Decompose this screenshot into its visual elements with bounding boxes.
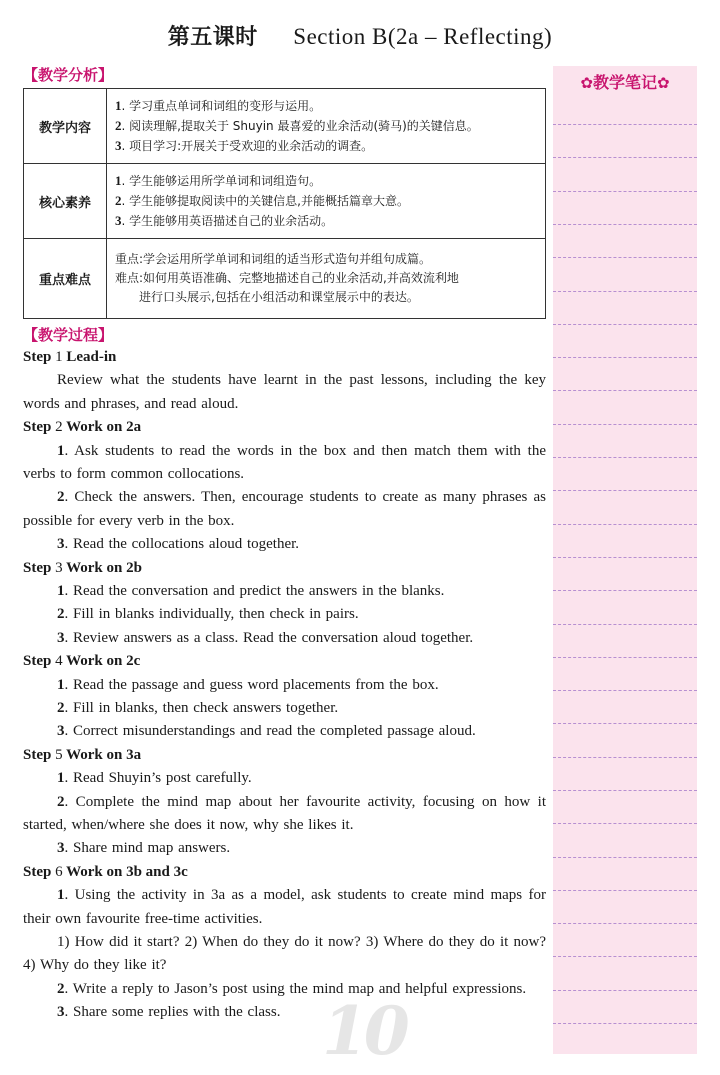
note-ruled-line: [553, 757, 697, 758]
step-paragraph: 2. Check the answers. Then, encourage students to create as many phrases as possible for every verb in the box.: [23, 489, 546, 529]
step-paragraph: 1. Ask students to read the words in the box and then match them with the verbs to form common collocations.: [23, 442, 546, 482]
list-item: 难点:如何用英语准确、完整地描述自己的业余活动,并高效流利地: [115, 271, 459, 285]
analysis-heading: 【教学分析】: [23, 66, 114, 84]
list-item: 重点:学会运用所学单词和词组的适当形式造句并组句成篇。: [115, 252, 432, 266]
row-content: [107, 164, 546, 239]
note-ruled-line: [553, 524, 697, 525]
note-ruled-line: [553, 657, 697, 658]
note-ruled-line: [553, 324, 697, 325]
note-ruled-line: [553, 124, 697, 125]
step-paragraph: 3. Share mind map answers.: [57, 840, 231, 857]
step-paragraph: 3. Correct misunderstandings and read the completed passage aloud.: [57, 723, 476, 740]
list-item: 3. 学生能够用英语描述自己的业余活动。: [115, 213, 334, 228]
step-title: Step 3 Work on 2b: [23, 559, 142, 576]
list-item: 1. 学习重点单词和词组的变形与运用。: [115, 98, 322, 113]
note-ruled-line: [553, 956, 697, 957]
analysis-table: [23, 88, 546, 319]
step-paragraph: 3. Review answers as a class. Read the conversation aloud together.: [57, 629, 474, 646]
row-content: [107, 239, 546, 319]
step-paragraph: 2. Fill in blanks individually, then check in pairs.: [57, 606, 359, 623]
note-ruled-line: [553, 990, 697, 991]
table-row: [24, 239, 546, 319]
step-paragraph: 1. Read Shuyin’s post carefully.: [57, 770, 252, 787]
table-row: [24, 89, 546, 164]
row-label: 重点难点: [24, 239, 107, 319]
list-item: 1. 学生能够运用所学单词和词组造句。: [115, 173, 322, 188]
note-ruled-line: [553, 790, 697, 791]
table-row: [24, 164, 546, 239]
note-ruled-line: [553, 424, 697, 425]
note-ruled-line: [553, 390, 697, 391]
lesson-title-zh: 第五课时: [167, 24, 258, 50]
notes-title: [553, 66, 697, 100]
lesson-title: [0, 20, 720, 51]
flower-icon: ✿: [657, 74, 670, 92]
note-ruled-line: [553, 1023, 697, 1024]
step-paragraph: 2. Complete the mind map about her favourite activity, focusing on how it started, when/where she does it now, why she likes it.: [23, 793, 546, 834]
note-ruled-line: [553, 557, 697, 558]
row-content: [107, 89, 546, 164]
note-ruled-line: [553, 590, 697, 591]
note-ruled-line: [553, 291, 697, 292]
note-ruled-line: [553, 357, 697, 358]
process-section: [23, 324, 546, 1025]
row-label: 教学内容: [24, 89, 107, 164]
note-ruled-line: [553, 723, 697, 724]
note-ruled-line: [553, 690, 697, 691]
step-title: Step 1 Lead-in: [23, 349, 117, 365]
note-ruled-line: [553, 823, 697, 824]
step-paragraph: 1. Read the conversation and predict the answers in the blanks.: [57, 583, 445, 600]
main-content: [23, 64, 546, 1025]
step-paragraph: 3. Share some replies with the class.: [57, 1004, 281, 1021]
list-item: 3. 项目学习:开展关于受欢迎的业余活动的调查。: [115, 138, 374, 153]
step-paragraph: 1) How did it start? 2) When do they do it now? 3) Where do they do it now? 4) Why do they like it?: [23, 934, 546, 974]
note-ruled-line: [553, 890, 697, 891]
list-item: 2. 阅读理解,提取关于 Shuyin 最喜爱的业余活动(骑马)的关键信息。: [115, 118, 479, 133]
step-title: Step 5 Work on 3a: [23, 746, 142, 763]
lesson-title-en: Section B(2a – Reflecting): [293, 24, 553, 49]
note-ruled-line: [553, 923, 697, 924]
process-heading: 【教学过程】: [23, 326, 114, 344]
note-ruled-line: [553, 457, 697, 458]
teaching-notes-panel: [553, 66, 697, 1054]
note-ruled-line: [553, 857, 697, 858]
note-ruled-line: [553, 191, 697, 192]
page-number: 10: [322, 992, 406, 1070]
note-ruled-line: [553, 224, 697, 225]
note-ruled-line: [553, 257, 697, 258]
step-paragraph: Review what the students have learnt in the past lessons, including the key words and phrases, and read aloud.: [23, 372, 546, 412]
step-title: Step 6 Work on 3b and 3c: [23, 863, 188, 880]
note-ruled-line: [553, 624, 697, 625]
notes-title-text: 教学笔记: [592, 73, 657, 92]
note-ruled-line: [553, 157, 697, 158]
step-paragraph: 2. Write a reply to Jason’s post using the mind map and helpful expressions.: [57, 980, 527, 997]
flower-icon: ✿: [580, 74, 593, 92]
step-paragraph: 1. Using the activity in 3a as a model, ask students to create mind maps for their own favourite free-time activities.: [23, 887, 546, 927]
list-item: 2. 学生能够提取阅读中的关键信息,并能概括篇章大意。: [115, 193, 409, 208]
note-ruled-line: [553, 490, 697, 491]
step-paragraph: 1. Read the passage and guess word placements from the box.: [57, 676, 439, 693]
step-title: Step 2 Work on 2a: [23, 419, 142, 436]
list-item: 进行口头展示,包括在小组活动和课堂展示中的表达。: [139, 290, 419, 304]
step-title: Step 4 Work on 2c: [23, 653, 141, 670]
step-paragraph: 3. Read the collocations aloud together.: [57, 536, 300, 553]
row-label: 核心素养: [24, 164, 107, 239]
step-paragraph: 2. Fill in blanks, then check answers together.: [57, 700, 339, 717]
